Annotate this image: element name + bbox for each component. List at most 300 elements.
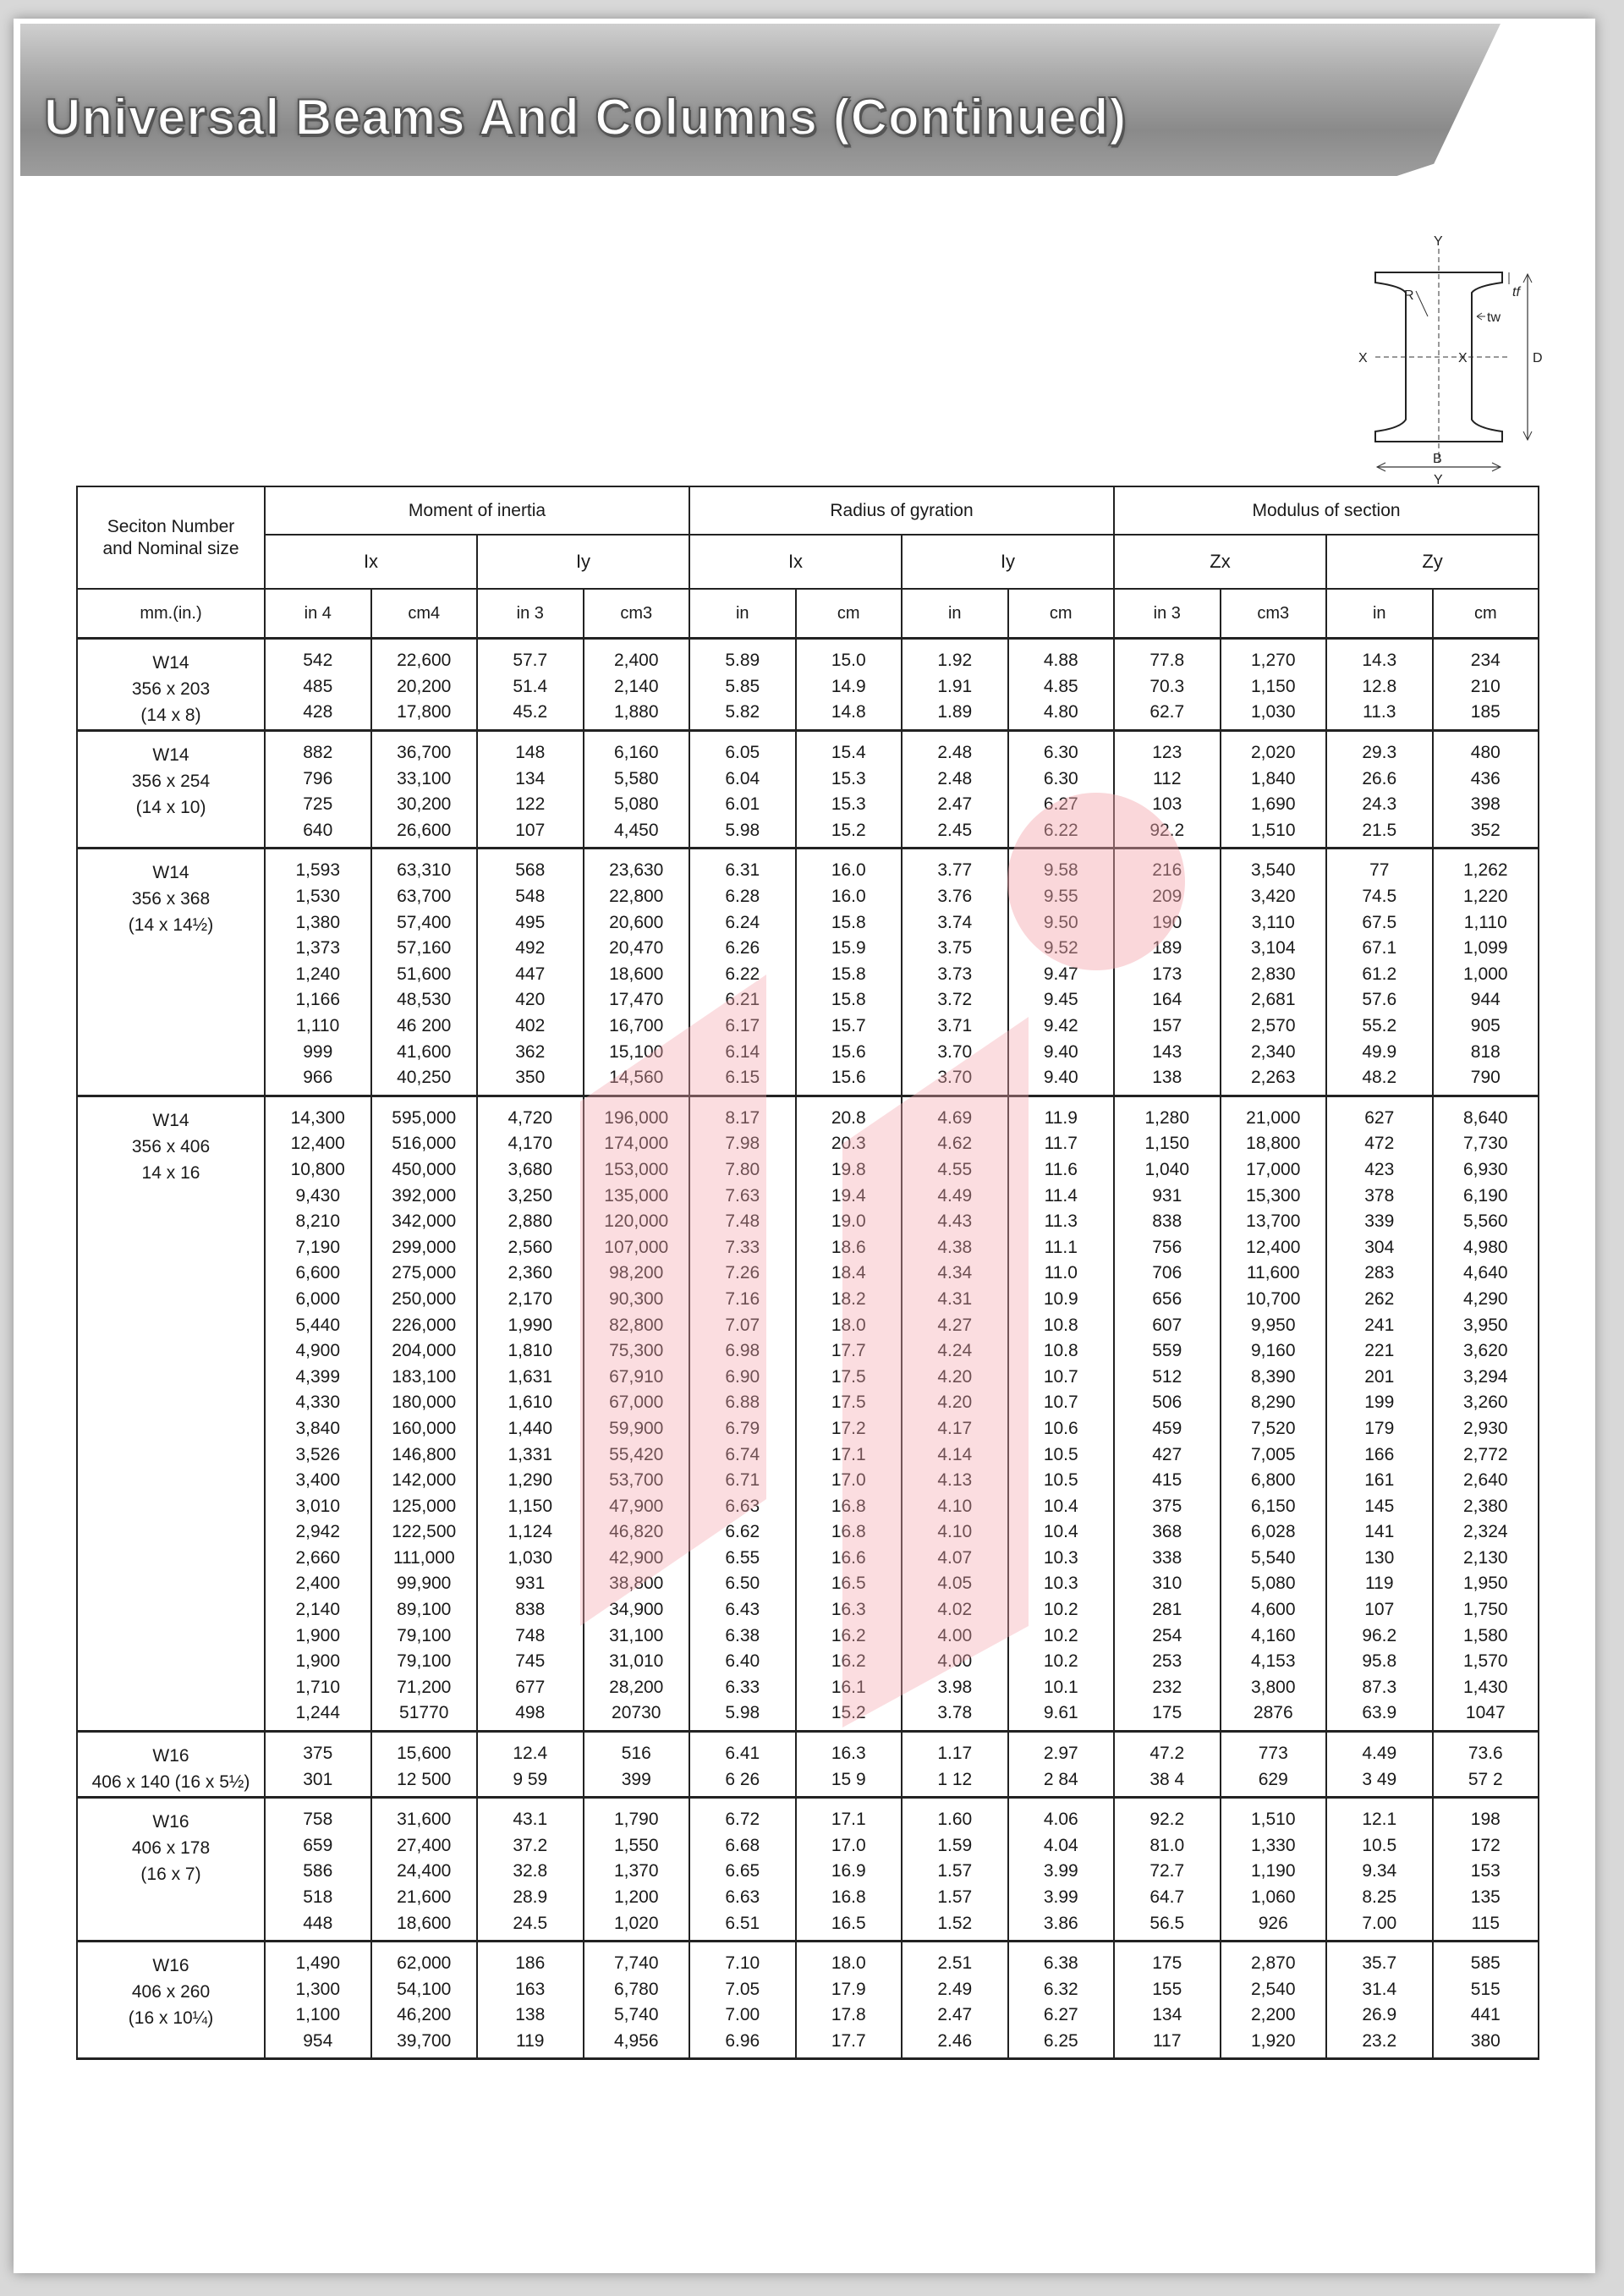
table-cell: 10.2 — [1008, 1597, 1115, 1623]
table-row — [77, 1885, 1539, 1911]
table-cell: 1,570 — [1433, 1649, 1539, 1675]
table-cell: 6.96 — [689, 2029, 796, 2059]
unit-header: cm4 — [371, 589, 478, 639]
table-cell: 241 — [1326, 1312, 1433, 1338]
table-cell: 16.8 — [796, 1885, 903, 1911]
table-cell: 954 — [265, 2029, 371, 2059]
table-row — [77, 2029, 1539, 2059]
table-cell: 15,100 — [584, 1039, 690, 1065]
table-cell: 6.04 — [689, 766, 796, 792]
table-cell: 14.8 — [796, 700, 903, 730]
table-cell: 21,600 — [371, 1885, 478, 1911]
table-cell: 67.5 — [1326, 909, 1433, 936]
section-designation — [77, 1797, 265, 1941]
table-cell: 46 200 — [371, 1013, 478, 1040]
table-row — [77, 818, 1539, 849]
table-cell: 4,980 — [1433, 1234, 1539, 1261]
table-cell: 17.7 — [796, 1338, 903, 1365]
table-cell: 931 — [1114, 1183, 1221, 1209]
table-cell: 4,450 — [584, 818, 690, 849]
table-cell: 173 — [1114, 962, 1221, 988]
table-cell: 6.51 — [689, 1910, 796, 1941]
table-cell: 4,600 — [1221, 1597, 1327, 1623]
header-section: Seciton Number and Nominal size — [77, 486, 265, 589]
table-cell: 107,000 — [584, 1234, 690, 1261]
table-row — [77, 1013, 1539, 1040]
table-row — [77, 1859, 1539, 1885]
table-cell: 2,263 — [1221, 1065, 1327, 1096]
section-line: 406 x 260 — [131, 1981, 211, 2002]
table-cell: 3,420 — [1221, 884, 1327, 910]
table-cell: 559 — [1114, 1338, 1221, 1365]
table-cell: 2,140 — [265, 1597, 371, 1623]
table-cell: 79,100 — [371, 1623, 478, 1649]
table-cell: 516 — [584, 1731, 690, 1766]
table-row — [77, 1065, 1539, 1096]
table-cell: 2,200 — [1221, 2002, 1327, 2029]
table-cell: 6.30 — [1008, 730, 1115, 766]
table-cell: 11.0 — [1008, 1261, 1115, 1287]
diagram-label-tf: tf — [1512, 285, 1520, 299]
table-cell: 47.2 — [1114, 1731, 1221, 1766]
table-cell: 4.62 — [902, 1131, 1008, 1157]
table-cell: 706 — [1114, 1261, 1221, 1287]
table-cell: 180,000 — [371, 1390, 478, 1416]
table-cell: 135 — [1433, 1885, 1539, 1911]
table-cell: 18.0 — [796, 1941, 903, 1976]
table-cell: 3.86 — [1008, 1910, 1115, 1941]
table-cell: 18.4 — [796, 1261, 903, 1287]
table-cell: 17.2 — [796, 1416, 903, 1442]
table-row — [77, 884, 1539, 910]
table-cell: 4.02 — [902, 1597, 1008, 1623]
table-cell: 4.38 — [902, 1234, 1008, 1261]
universal-beams-table — [76, 486, 1539, 2060]
table-cell: 4.17 — [902, 1416, 1008, 1442]
table-cell: 57 2 — [1433, 1766, 1539, 1797]
table-cell: 506 — [1114, 1390, 1221, 1416]
table-cell: 18.6 — [796, 1234, 903, 1261]
table-cell: 209 — [1114, 884, 1221, 910]
table-cell: 4.88 — [1008, 639, 1115, 674]
table-cell: 21,000 — [1221, 1096, 1327, 1131]
table-cell: 748 — [477, 1623, 584, 1649]
table-cell: 175 — [1114, 1941, 1221, 1976]
table-cell: 485 — [265, 674, 371, 700]
table-cell: 5,540 — [1221, 1546, 1327, 1572]
table-cell: 472 — [1326, 1131, 1433, 1157]
table-cell: 16.2 — [796, 1623, 903, 1649]
table-cell: 4.04 — [1008, 1833, 1115, 1859]
table-cell: 415 — [1114, 1468, 1221, 1494]
table-cell: 6.65 — [689, 1859, 796, 1885]
table-cell: 1,380 — [265, 909, 371, 936]
table-cell: 82,800 — [584, 1312, 690, 1338]
table-cell: 73.6 — [1433, 1731, 1539, 1766]
table-cell: 480 — [1433, 730, 1539, 766]
table-cell: 1,920 — [1221, 2029, 1327, 2059]
table-cell: 1,060 — [1221, 1885, 1327, 1911]
table-row — [77, 1312, 1539, 1338]
table-cell: 882 — [265, 730, 371, 766]
table-cell: 3.98 — [902, 1675, 1008, 1701]
table-cell: 1,530 — [265, 884, 371, 910]
table-cell: 138 — [1114, 1065, 1221, 1096]
table-cell: 3.99 — [1008, 1885, 1115, 1911]
table-cell: 15.8 — [796, 987, 903, 1013]
table-cell: 5.98 — [689, 1700, 796, 1731]
table-cell: 15.3 — [796, 766, 903, 792]
table-cell: 2.51 — [902, 1941, 1008, 1976]
table-cell: 35.7 — [1326, 1941, 1433, 1976]
table-row — [77, 639, 1539, 674]
table-row — [77, 1364, 1539, 1390]
table-cell: 402 — [477, 1013, 584, 1040]
table-cell: 6.63 — [689, 1885, 796, 1911]
section-designation — [77, 849, 265, 1096]
table-cell: 1,593 — [265, 849, 371, 884]
table-cell: 6.30 — [1008, 766, 1115, 792]
table-cell: 62,000 — [371, 1941, 478, 1976]
table-cell: 7.10 — [689, 1941, 796, 1976]
table-cell: 12.4 — [477, 1731, 584, 1766]
table-cell: 4.00 — [902, 1623, 1008, 1649]
table-cell: 9.40 — [1008, 1065, 1115, 1096]
table-cell: 838 — [477, 1597, 584, 1623]
unit-header: in — [1326, 589, 1433, 639]
table-cell: 3.70 — [902, 1065, 1008, 1096]
table-cell: 95.8 — [1326, 1649, 1433, 1675]
table-cell: 4,956 — [584, 2029, 690, 2059]
table-cell: 362 — [477, 1039, 584, 1065]
table-cell: 51770 — [371, 1700, 478, 1731]
table-cell: 3,104 — [1221, 936, 1327, 962]
table-cell: 2.48 — [902, 730, 1008, 766]
table-cell: 23,630 — [584, 849, 690, 884]
table-cell: 6 26 — [689, 1766, 796, 1797]
table-cell: 122,500 — [371, 1519, 478, 1546]
table-cell: 495 — [477, 909, 584, 936]
table-cell: 518 — [265, 1885, 371, 1911]
table-cell: 155 — [1114, 1977, 1221, 2003]
table-cell: 57,160 — [371, 936, 478, 962]
table-cell: 179 — [1326, 1416, 1433, 1442]
table-cell: 21.5 — [1326, 818, 1433, 849]
section-designation — [77, 1731, 265, 1797]
unit-header: cm — [1433, 589, 1539, 639]
header-modulus-of-section: Modulus of section — [1114, 486, 1539, 535]
table-cell: 6.50 — [689, 1571, 796, 1597]
table-cell: 441 — [1433, 2002, 1539, 2029]
table-cell: 944 — [1433, 987, 1539, 1013]
table-cell: 45.2 — [477, 700, 584, 730]
table-cell: 2,570 — [1221, 1013, 1327, 1040]
table-cell: 122 — [477, 792, 584, 818]
table-cell: 1,510 — [1221, 1797, 1327, 1832]
table-cell: 8.17 — [689, 1096, 796, 1131]
table-cell: 9.45 — [1008, 987, 1115, 1013]
table-cell: 2,830 — [1221, 962, 1327, 988]
table-cell: 24.3 — [1326, 792, 1433, 818]
table-cell: 99,900 — [371, 1571, 478, 1597]
unit-header: in 3 — [477, 589, 584, 639]
header-moment-of-inertia: Moment of inertia — [265, 486, 689, 535]
table-cell: 46,200 — [371, 2002, 478, 2029]
table-cell: 1,990 — [477, 1312, 584, 1338]
table-cell: 134 — [477, 766, 584, 792]
table-cell: 3,260 — [1433, 1390, 1539, 1416]
table-row — [77, 1833, 1539, 1859]
table-row — [77, 1442, 1539, 1468]
table-cell: 146,800 — [371, 1442, 478, 1468]
table-cell: 9.42 — [1008, 1013, 1115, 1040]
table-cell: 250,000 — [371, 1287, 478, 1313]
table-cell: 380 — [1433, 2029, 1539, 2059]
table-cell: 16.9 — [796, 1859, 903, 1885]
table-cell: 1,290 — [477, 1468, 584, 1494]
table-cell: 198 — [1433, 1797, 1539, 1832]
table-cell: 2.47 — [902, 2002, 1008, 2029]
table-cell: 20,600 — [584, 909, 690, 936]
section-designation — [77, 1096, 265, 1731]
table-cell: 10.5 — [1008, 1468, 1115, 1494]
table-cell: 3.74 — [902, 909, 1008, 936]
table-cell: 1,580 — [1433, 1623, 1539, 1649]
table-cell: 1,200 — [584, 1885, 690, 1911]
table-cell: 6.28 — [689, 884, 796, 910]
table-cell: 164 — [1114, 987, 1221, 1013]
table-cell: 9.40 — [1008, 1039, 1115, 1065]
table-cell: 226,000 — [371, 1312, 478, 1338]
table-row — [77, 909, 1539, 936]
table-row — [77, 674, 1539, 700]
table-cell: 450,000 — [371, 1157, 478, 1184]
table-row — [77, 700, 1539, 730]
table-cell: 342,000 — [371, 1209, 478, 1235]
table-cell: 2.47 — [902, 792, 1008, 818]
table-cell: 16.2 — [796, 1649, 903, 1675]
table-cell: 15.0 — [796, 639, 903, 674]
table-cell: 281 — [1114, 1597, 1221, 1623]
table-cell: 20.3 — [796, 1131, 903, 1157]
table-cell: 55.2 — [1326, 1013, 1433, 1040]
table-cell: 6,780 — [584, 1977, 690, 2003]
table-cell: 119 — [477, 2029, 584, 2059]
table-cell: 75,300 — [584, 1338, 690, 1365]
table-cell: 1,000 — [1433, 962, 1539, 988]
table-cell: 92.2 — [1114, 818, 1221, 849]
table-row — [77, 1731, 1539, 1766]
table-cell: 16.1 — [796, 1675, 903, 1701]
table-cell: 4,290 — [1433, 1287, 1539, 1313]
table-row — [77, 1183, 1539, 1209]
table-cell: 38 4 — [1114, 1766, 1221, 1797]
table-cell: 3,110 — [1221, 909, 1327, 936]
table-cell: 10.2 — [1008, 1623, 1115, 1649]
table-cell: 196,000 — [584, 1096, 690, 1131]
table-cell: 31.4 — [1326, 1977, 1433, 2003]
table-cell: 11.9 — [1008, 1096, 1115, 1131]
table-cell: 10.4 — [1008, 1519, 1115, 1546]
table-cell: 3.72 — [902, 987, 1008, 1013]
table-cell: 6.01 — [689, 792, 796, 818]
table-cell: 4.10 — [902, 1493, 1008, 1519]
units-row — [77, 589, 1539, 639]
table-cell: 6.24 — [689, 909, 796, 936]
section-group — [77, 849, 1539, 1096]
table-cell: 3.99 — [1008, 1859, 1115, 1885]
table-row — [77, 1493, 1539, 1519]
table-cell: 7.07 — [689, 1312, 796, 1338]
unit-header: in — [689, 589, 796, 639]
section-line: W16 — [152, 1811, 189, 1832]
table-cell: 1.17 — [902, 1731, 1008, 1766]
table-cell: 4.69 — [902, 1096, 1008, 1131]
table-cell: 26.6 — [1326, 766, 1433, 792]
table-cell: 6.33 — [689, 1675, 796, 1701]
table-cell: 7.05 — [689, 1977, 796, 2003]
table-cell: 1,550 — [584, 1833, 690, 1859]
table-cell: 98,200 — [584, 1261, 690, 1287]
table-cell: 1,790 — [584, 1797, 690, 1832]
table-cell: 61.2 — [1326, 962, 1433, 988]
table-cell: 262 — [1326, 1287, 1433, 1313]
table-cell: 1,430 — [1433, 1675, 1539, 1701]
table-cell: 107 — [477, 818, 584, 849]
table-cell: 189 — [1114, 936, 1221, 962]
table-cell: 103 — [1114, 792, 1221, 818]
table-row — [77, 849, 1539, 884]
table-cell: 216 — [1114, 849, 1221, 884]
table-cell: 9.50 — [1008, 909, 1115, 936]
table-cell: 3,250 — [477, 1183, 584, 1209]
table-cell: 20730 — [584, 1700, 690, 1731]
table-cell: 37.2 — [477, 1833, 584, 1859]
table-cell: 11.3 — [1008, 1209, 1115, 1235]
unit-header: in 4 — [265, 589, 371, 639]
table-cell: 17.5 — [796, 1390, 903, 1416]
table-cell: 1,270 — [1221, 639, 1327, 674]
section-line: (14 x 10) — [135, 797, 206, 817]
section-line: 356 x 368 — [131, 889, 211, 909]
table-cell: 183,100 — [371, 1364, 478, 1390]
table-cell: 18,800 — [1221, 1131, 1327, 1157]
table-cell: 24.5 — [477, 1910, 584, 1941]
table-cell: 3.77 — [902, 849, 1008, 884]
table-row — [77, 1675, 1539, 1701]
table-cell: 1,100 — [265, 2002, 371, 2029]
table-cell: 142,000 — [371, 1468, 478, 1494]
table-cell: 135,000 — [584, 1183, 690, 1209]
table-cell: 2,380 — [1433, 1493, 1539, 1519]
table-cell: 9.52 — [1008, 936, 1115, 962]
table-cell: 10.5 — [1008, 1442, 1115, 1468]
table-cell: 966 — [265, 1065, 371, 1096]
table-cell: 7,740 — [584, 1941, 690, 1976]
table-cell: 9.55 — [1008, 884, 1115, 910]
table-cell: 498 — [477, 1700, 584, 1731]
table-cell: 6.71 — [689, 1468, 796, 1494]
section-line: W16 — [152, 1745, 189, 1766]
unit-header: cm3 — [1221, 589, 1327, 639]
table-cell: 16.5 — [796, 1571, 903, 1597]
table-cell: 148 — [477, 730, 584, 766]
table-cell: 2.97 — [1008, 1731, 1115, 1766]
table-cell: 9.58 — [1008, 849, 1115, 884]
section-line: 356 x 254 — [131, 771, 211, 791]
table-cell: 1,040 — [1114, 1157, 1221, 1184]
table-cell: 232 — [1114, 1675, 1221, 1701]
table-cell: 586 — [265, 1859, 371, 1885]
table-cell: 2,170 — [477, 1287, 584, 1313]
table-row — [77, 1546, 1539, 1572]
table-cell: 4,330 — [265, 1390, 371, 1416]
table-cell: 6.38 — [689, 1623, 796, 1649]
table-cell: 9 59 — [477, 1766, 584, 1797]
table-cell: 4.07 — [902, 1546, 1008, 1572]
table-cell: 20,200 — [371, 674, 478, 700]
table-cell: 4.06 — [1008, 1797, 1115, 1832]
table-cell: 773 — [1221, 1731, 1327, 1766]
table-cell: 12 500 — [371, 1766, 478, 1797]
table-row — [77, 1977, 1539, 2003]
table-cell: 5,560 — [1433, 1209, 1539, 1235]
table-cell: 9.47 — [1008, 962, 1115, 988]
table-cell: 7.48 — [689, 1209, 796, 1235]
table-cell: 6,930 — [1433, 1157, 1539, 1184]
table-cell: 253 — [1114, 1649, 1221, 1675]
section-line: (16 x 10¼) — [128, 2008, 214, 2028]
table-cell: 3,526 — [265, 1442, 371, 1468]
table-cell: 6.55 — [689, 1546, 796, 1572]
table-cell: 1,373 — [265, 936, 371, 962]
table-cell: 3.73 — [902, 962, 1008, 988]
table-cell: 18.2 — [796, 1287, 903, 1313]
table-row — [77, 1390, 1539, 1416]
table-cell: 15.2 — [796, 818, 903, 849]
table-cell: 4.05 — [902, 1571, 1008, 1597]
table-cell: 640 — [265, 818, 371, 849]
table-cell: 1,331 — [477, 1442, 584, 1468]
table-cell: 6.79 — [689, 1416, 796, 1442]
table-cell: 7,005 — [1221, 1442, 1327, 1468]
table-cell: 92.2 — [1114, 1797, 1221, 1832]
table-cell: 3.71 — [902, 1013, 1008, 1040]
diagram-label-b: B — [1433, 452, 1442, 466]
table-row — [77, 1700, 1539, 1731]
section-line: W16 — [152, 1955, 189, 1975]
table-cell: 1,750 — [1433, 1597, 1539, 1623]
header-radius-of-gyration: Radius of gyration — [689, 486, 1114, 535]
table-cell: 160,000 — [371, 1416, 478, 1442]
unit-header: mm.(in.) — [77, 589, 265, 639]
table-cell: 8,390 — [1221, 1364, 1327, 1390]
table-cell: 3,294 — [1433, 1364, 1539, 1390]
table-cell: 756 — [1114, 1234, 1221, 1261]
table-cell: 1,124 — [477, 1519, 584, 1546]
table-cell: 2,020 — [1221, 730, 1327, 766]
table-cell: 2,130 — [1433, 1546, 1539, 1572]
table-cell: 1,110 — [1433, 909, 1539, 936]
table-cell: 210 — [1433, 674, 1539, 700]
table-cell: 1,030 — [1221, 700, 1327, 730]
table-cell: 8,290 — [1221, 1390, 1327, 1416]
diagram-label-x-right: X — [1458, 351, 1468, 365]
table-cell: 12.1 — [1326, 1797, 1433, 1832]
table-cell: 5.98 — [689, 818, 796, 849]
table-cell: 70.3 — [1114, 674, 1221, 700]
table-cell: 6.15 — [689, 1065, 796, 1096]
